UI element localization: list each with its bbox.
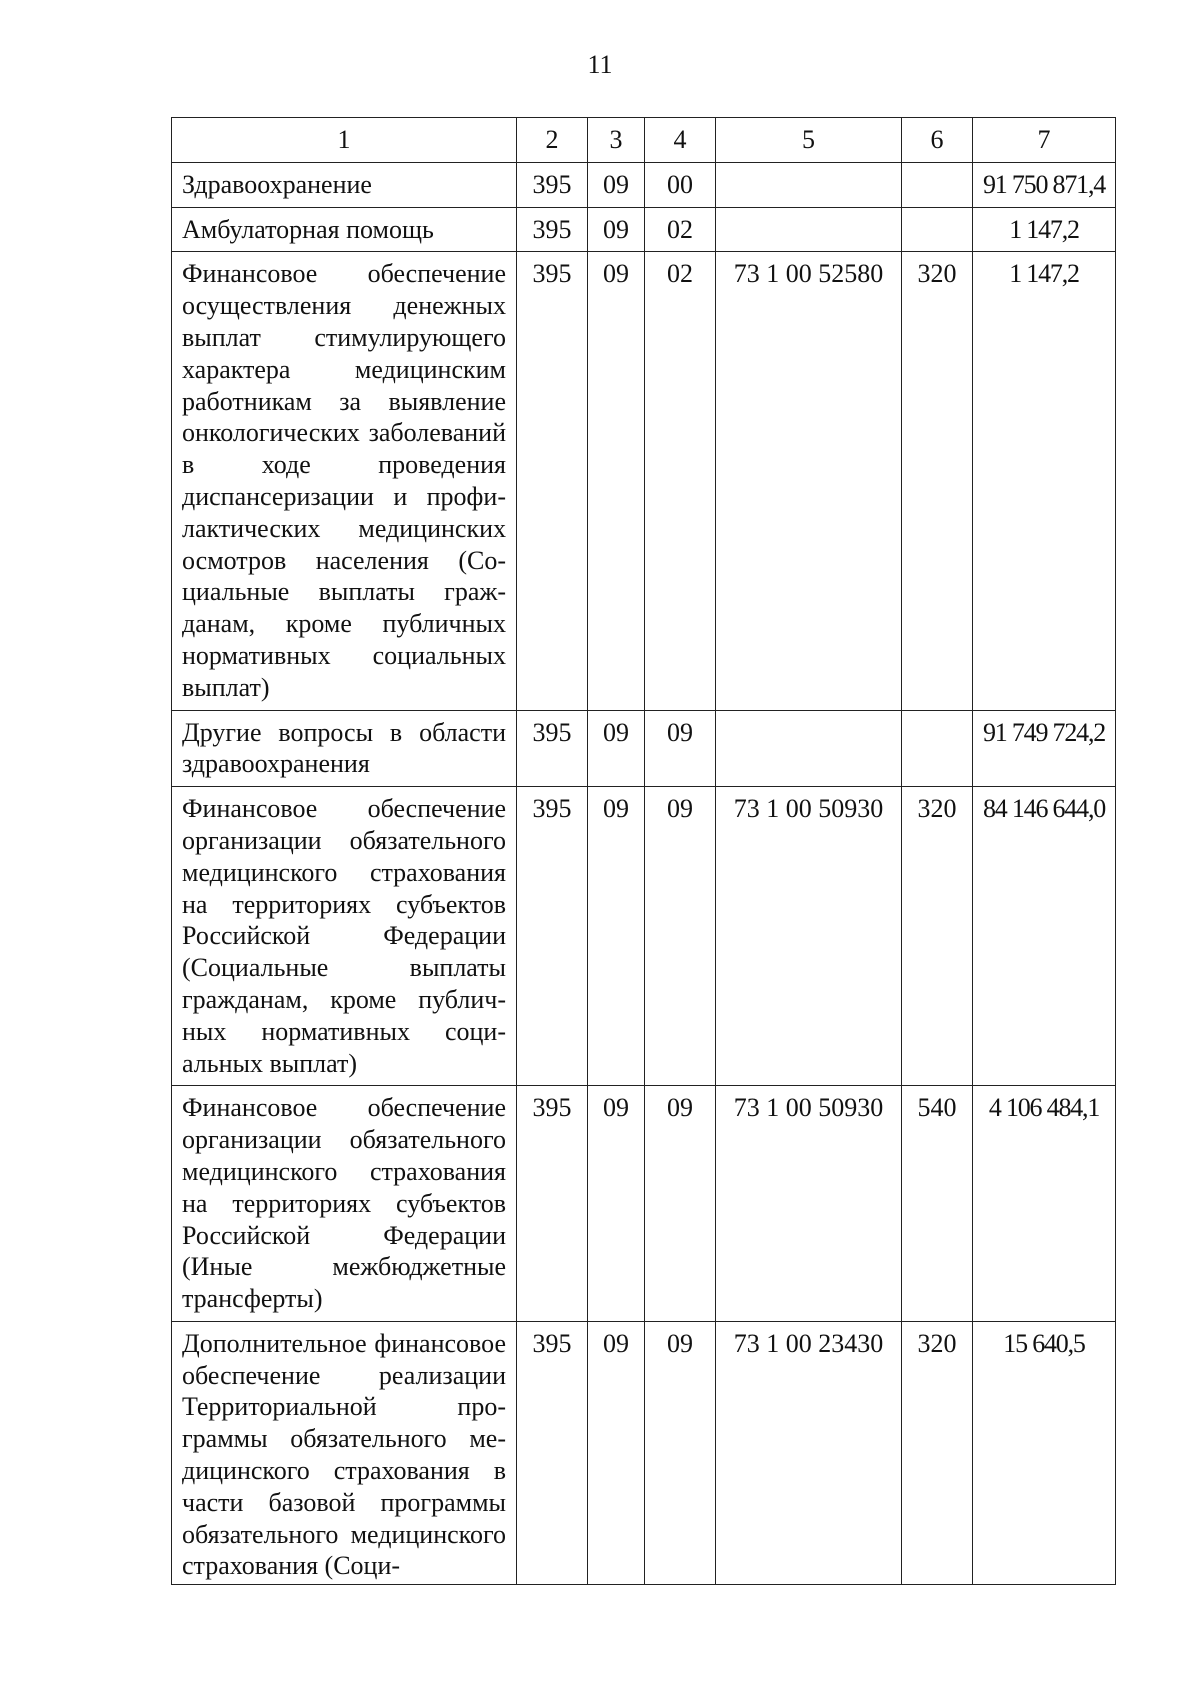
row-rz: 09 bbox=[588, 252, 645, 710]
row-name: Финансовое обеспечение осуществления денежных выплат стимулирующего характера медицинским работникам за выявление онкологических заболеваний в ходе проведения диспансеризации и профилактических медицинских осмотров населения (Социальные выплаты гражданам, кроме публичных нормативных социальных выплат) bbox=[172, 252, 517, 710]
row-pr: 00 bbox=[645, 162, 716, 207]
row-ved: 395 bbox=[517, 207, 588, 252]
header-col-3: 3 bbox=[588, 118, 645, 163]
row-pr: 02 bbox=[645, 252, 716, 710]
row-vr: 320 bbox=[902, 252, 973, 710]
row-rz: 09 bbox=[588, 1321, 645, 1584]
row-ved: 395 bbox=[517, 1321, 588, 1584]
row-ved: 395 bbox=[517, 710, 588, 787]
row-rz: 09 bbox=[588, 207, 645, 252]
row-sum: 91 750 871,4 bbox=[973, 162, 1116, 207]
budget-table bbox=[171, 117, 1116, 1585]
row-vr: 320 bbox=[902, 787, 973, 1086]
row-csr bbox=[716, 710, 902, 787]
row-name: Другие вопросы в области здравоохранения bbox=[172, 710, 517, 787]
table-header bbox=[172, 118, 1116, 163]
table-row bbox=[172, 710, 1116, 787]
row-csr bbox=[716, 207, 902, 252]
table-row bbox=[172, 207, 1116, 252]
row-rz: 09 bbox=[588, 162, 645, 207]
row-csr: 73 1 00 50930 bbox=[716, 787, 902, 1086]
table-row bbox=[172, 1086, 1116, 1322]
row-vr: 320 bbox=[902, 1321, 973, 1584]
row-ved: 395 bbox=[517, 252, 588, 710]
row-pr: 09 bbox=[645, 787, 716, 1086]
row-ved: 395 bbox=[517, 787, 588, 1086]
header-row bbox=[172, 118, 1116, 163]
row-name: Дополнительное финансовое обеспечение реализации Территориальной программы обязательного медицинского страхования в части базовой программы обязательного медицинского страхования (Соци- bbox=[172, 1321, 517, 1584]
row-csr bbox=[716, 162, 902, 207]
row-csr: 73 1 00 50930 bbox=[716, 1086, 902, 1322]
page-number: 11 bbox=[587, 50, 613, 79]
row-ved: 395 bbox=[517, 162, 588, 207]
row-sum: 91 749 724,2 bbox=[973, 710, 1116, 787]
row-vr bbox=[902, 207, 973, 252]
row-vr: 540 bbox=[902, 1086, 973, 1322]
row-pr: 02 bbox=[645, 207, 716, 252]
row-vr bbox=[902, 710, 973, 787]
table-row bbox=[172, 1321, 1116, 1584]
row-sum: 84 146 644,0 bbox=[973, 787, 1116, 1086]
header-col-1: 1 bbox=[172, 118, 517, 163]
header-col-5: 5 bbox=[716, 118, 902, 163]
row-name: Амбулаторная помощь bbox=[172, 207, 517, 252]
row-rz: 09 bbox=[588, 1086, 645, 1322]
row-pr: 09 bbox=[645, 1321, 716, 1584]
row-name: Финансовое обеспечение организации обязательного медицинского страхования на территориях субъектов Российской Федерации (Иные межбюджетные трансферты) bbox=[172, 1086, 517, 1322]
row-sum: 1 147,2 bbox=[973, 207, 1116, 252]
row-name: Финансовое обеспечение организации обязательного медицинского страхования на территориях субъектов Российской Федерации (Социальные выплаты гражданам, кроме публичных нормативных социальных выплат) bbox=[172, 787, 517, 1086]
header-col-7: 7 bbox=[973, 118, 1116, 163]
header-col-4: 4 bbox=[645, 118, 716, 163]
row-pr: 09 bbox=[645, 1086, 716, 1322]
row-ved: 395 bbox=[517, 1086, 588, 1322]
row-rz: 09 bbox=[588, 710, 645, 787]
row-sum: 15 640,5 bbox=[973, 1321, 1116, 1584]
row-rz: 09 bbox=[588, 787, 645, 1086]
table-row bbox=[172, 162, 1116, 207]
row-csr: 73 1 00 23430 bbox=[716, 1321, 902, 1584]
row-sum: 4 106 484,1 bbox=[973, 1086, 1116, 1322]
table-body bbox=[172, 162, 1116, 1584]
table-row bbox=[172, 787, 1116, 1086]
row-name: Здравоохранение bbox=[172, 162, 517, 207]
row-sum: 1 147,2 bbox=[973, 252, 1116, 710]
header-col-6: 6 bbox=[902, 118, 973, 163]
row-vr bbox=[902, 162, 973, 207]
header-col-2: 2 bbox=[517, 118, 588, 163]
row-csr: 73 1 00 52580 bbox=[716, 252, 902, 710]
row-pr: 09 bbox=[645, 710, 716, 787]
table-row bbox=[172, 252, 1116, 710]
